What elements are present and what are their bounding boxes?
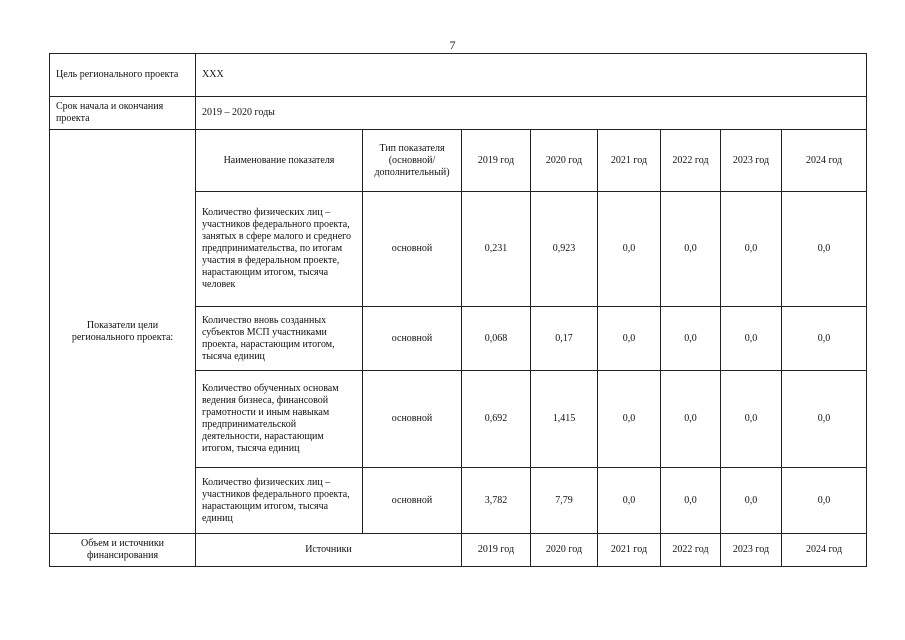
indicators-section-label: Показатели цели регионального проекта: — [50, 130, 196, 534]
indicator-value-2020: 1,415 — [531, 371, 598, 468]
indicator-value-2023: 0,0 — [721, 307, 782, 371]
indicator-type: основной — [363, 468, 462, 534]
financing-year-2020: 2020 год — [531, 534, 598, 567]
financing-year-2024: 2024 год — [782, 534, 867, 567]
financing-sources-label: Источники — [196, 534, 462, 567]
indicator-value-2023: 0,0 — [721, 468, 782, 534]
indicator-name: Количество вновь созданных субъектов МСП участниками проекта, нарастающим итогом, тысяча единиц — [196, 307, 363, 371]
header-year-2020: 2020 год — [531, 130, 598, 192]
indicator-value-2019: 0,692 — [462, 371, 531, 468]
indicator-value-2019: 0,068 — [462, 307, 531, 371]
header-indicator-type: Тип показателя (основной/ дополнительный) — [363, 130, 462, 192]
header-year-2024: 2024 год — [782, 130, 867, 192]
header-year-2023: 2023 год — [721, 130, 782, 192]
indicator-value-2020: 7,79 — [531, 468, 598, 534]
indicator-value-2020: 0,923 — [531, 192, 598, 307]
financing-label: Объем и источники финансирования — [50, 534, 196, 567]
term-label: Срок начала и окончания проекта — [50, 97, 196, 130]
indicator-name: Количество обученных основам ведения бизнеса, финансовой грамотности и иным навыкам предпринимательской деятельности, нарастающим итогом, тысяча единиц — [196, 371, 363, 468]
page-number: 7 — [449, 38, 456, 52]
financing-row — [50, 534, 867, 567]
indicator-value-2021: 0,0 — [598, 192, 661, 307]
header-indicator-name: Наименование показателя — [196, 130, 363, 192]
indicator-type: основной — [363, 371, 462, 468]
indicators-header-row — [50, 130, 867, 192]
indicator-value-2022: 0,0 — [661, 371, 721, 468]
indicator-type: основной — [363, 192, 462, 307]
financing-year-2023: 2023 год — [721, 534, 782, 567]
indicator-value-2024: 0,0 — [782, 371, 867, 468]
header-year-2022: 2022 год — [661, 130, 721, 192]
indicator-value-2021: 0,0 — [598, 468, 661, 534]
goal-row — [50, 54, 867, 97]
indicator-value-2019: 0,231 — [462, 192, 531, 307]
goal-label: Цель регионального проекта — [50, 54, 196, 97]
header-year-2019: 2019 год — [462, 130, 531, 192]
indicator-value-2023: 0,0 — [721, 371, 782, 468]
indicator-value-2022: 0,0 — [661, 468, 721, 534]
indicator-value-2024: 0,0 — [782, 307, 867, 371]
term-row — [50, 97, 867, 130]
indicator-value-2024: 0,0 — [782, 468, 867, 534]
indicator-value-2022: 0,0 — [661, 192, 721, 307]
indicator-name: Количество физических лиц – участников федерального проекта, нарастающим итогом, тысяча единиц — [196, 468, 363, 534]
financing-year-2021: 2021 год — [598, 534, 661, 567]
indicator-value-2020: 0,17 — [531, 307, 598, 371]
indicator-value-2019: 3,782 — [462, 468, 531, 534]
financing-year-2019: 2019 год — [462, 534, 531, 567]
project-passport-table — [49, 53, 867, 567]
indicator-value-2023: 0,0 — [721, 192, 782, 307]
indicator-value-2024: 0,0 — [782, 192, 867, 307]
indicator-name: Количество физических лиц – участников федерального проекта, занятых в сфере малого и среднего предпринимательства, по итогам участия в федеральном проекте, нарастающим итогом, тысяча человек — [196, 192, 363, 307]
header-year-2021: 2021 год — [598, 130, 661, 192]
indicator-value-2021: 0,0 — [598, 307, 661, 371]
indicator-type: основной — [363, 307, 462, 371]
goal-value: ХХХ — [196, 54, 867, 97]
term-value: 2019 – 2020 годы — [196, 97, 867, 130]
indicator-value-2022: 0,0 — [661, 307, 721, 371]
financing-year-2022: 2022 год — [661, 534, 721, 567]
indicator-value-2021: 0,0 — [598, 371, 661, 468]
